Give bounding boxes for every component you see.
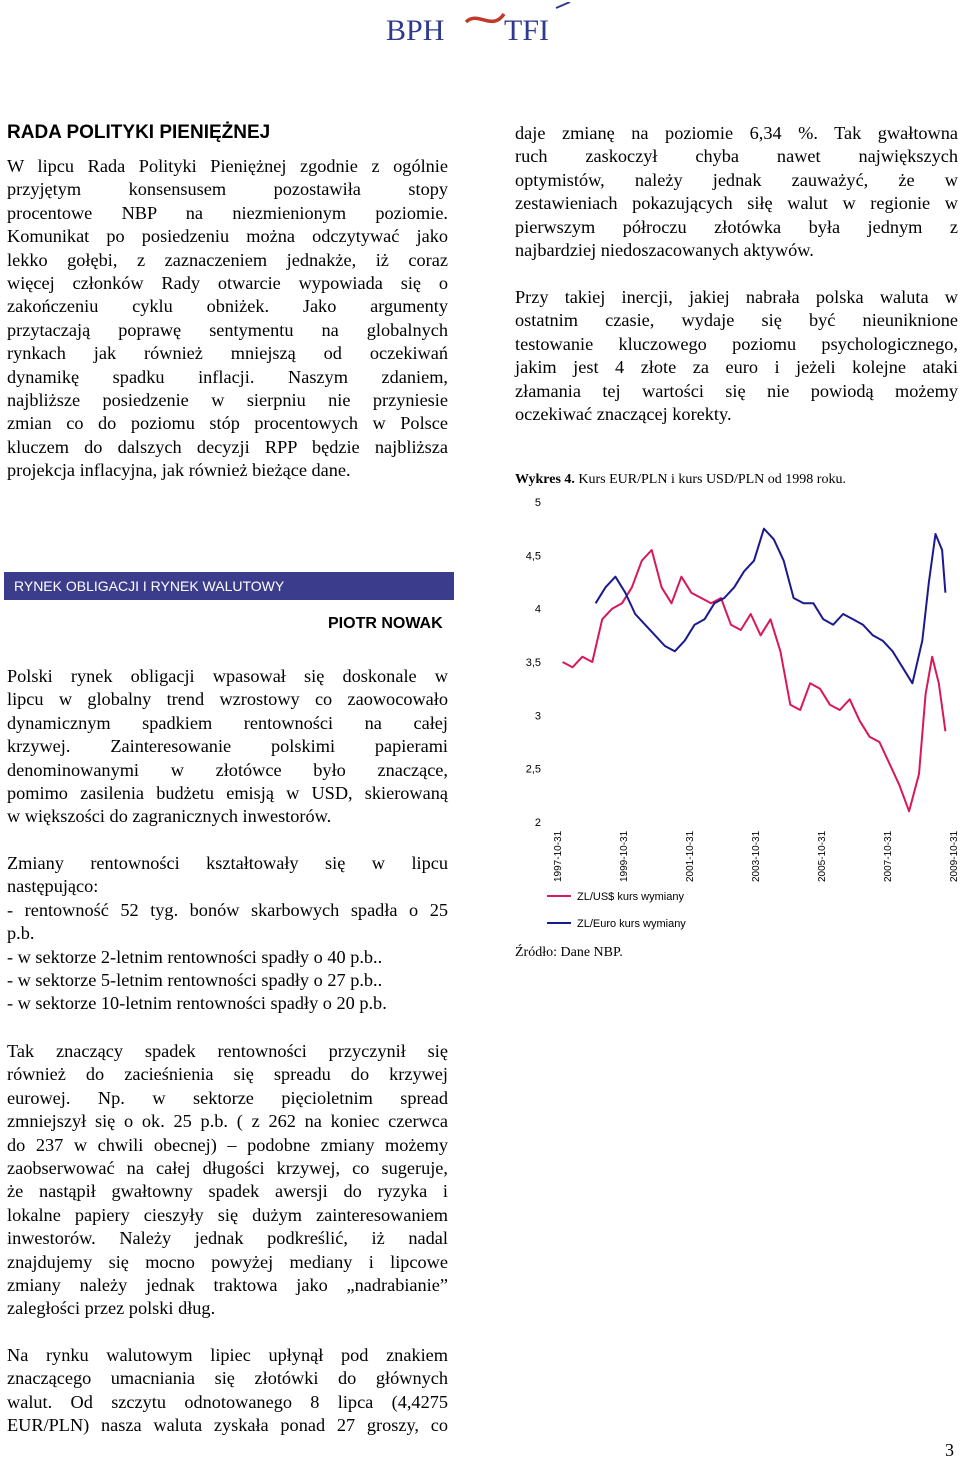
text-line: Przy takiej inercji, jakiej nabrała polska waluta w (515, 287, 958, 307)
x-tick-label: 2001-10-31 (685, 830, 697, 882)
y-tick-label: 2,5 (525, 763, 541, 776)
text-line: - rentowność 52 tyg. bonów skarbowych spadła o 25 (7, 899, 448, 920)
text-line: optymistów, należy jednak zauważyć, że w (515, 169, 958, 190)
text-line: do 237 w chwili obecnej) – podobne zmiany możemy (7, 1134, 448, 1155)
section1-paragraph (7, 155, 448, 482)
section-heading-rpp: RADA POLITYKI PIENIĘŻNEJ (7, 122, 271, 143)
text-line: dynamikę spadku inflacji. Naszym zdaniem, (7, 366, 448, 387)
series-line-usd (563, 550, 946, 811)
text-line: najbardziej niedoszacowanych aktywów. (515, 239, 814, 260)
text-line: W lipcu Rada Polityki Pieniężnej zgodnie z ogólnie (7, 156, 448, 176)
y-tick-label: 2 (534, 817, 541, 829)
text-line: projekcja inflacyjna, jak również bieżące dane. (7, 460, 351, 481)
legend-label: ZL/US$ kurs wymiany (577, 891, 684, 903)
text-line: pierwszym półroczu złotówka była jednym z (515, 216, 958, 237)
y-tick-label: 5 (534, 497, 541, 509)
text-line: - w sektorze 10-letnim rentowności spadły o 20 p.b. (7, 993, 387, 1014)
text-line: testowanie kluczowego poziomu psychologicznego, (515, 333, 958, 354)
logo-swoosh (466, 14, 504, 22)
logo-right-text: TFI (504, 14, 549, 46)
y-tick-label: 4 (534, 603, 541, 616)
text-line: Polski rynek obligacji wpasował się doskonale w (7, 666, 448, 686)
text-line: zaobserwować na całej długości krzywej, co sugeruje, (7, 1157, 448, 1178)
y-tick-label: 4,5 (525, 550, 541, 563)
text-line: - w sektorze 5-letnim rentowności spadły o 27 p.b.. (7, 969, 383, 990)
bph-tfi-logo (382, 2, 582, 46)
text-line: denominowanymi w złotówce było znaczące, (7, 759, 448, 780)
author-name: PIOTR NOWAK (328, 615, 443, 632)
text-line: Tak znaczący spadek rentowności przyczynił się (7, 1041, 448, 1061)
section2-paragraph-1 (7, 665, 448, 829)
text-line: lipcu w globalny trend wzrostowy co zaowocowało (7, 689, 448, 710)
logo (382, 2, 582, 46)
text-line: znaczącego umacniania się złotówki do głównych (7, 1368, 448, 1389)
text-line: znajdujemy się mocno powyżej mediany i lipcowe (7, 1251, 448, 1272)
logo-left-text: BPH (386, 14, 445, 46)
text-line: jakim jest 4 złote za euro i jeżeli kolejne ataki (515, 357, 958, 378)
fx-line-chart (505, 490, 960, 945)
text-line: p.b. (7, 923, 35, 944)
text-line: zestawieniach pokazujących siłę walut w regionie w (515, 193, 958, 214)
text-line: rynkach jak również mniejszą od oczekiwań (7, 343, 448, 364)
legend-label: ZL/Euro kurs wymiany (577, 918, 686, 930)
y-tick-label: 3,5 (525, 657, 541, 669)
text-line: ruch zaskoczył chyba nawet największych (515, 146, 958, 167)
section-bar-bonds-fx: RYNEK OBLIGACJI I RYNEK WALUTOWY (4, 572, 454, 600)
source-note: Źródło: Dane NBP. (515, 945, 623, 960)
y-tick-label: 3 (534, 710, 541, 723)
text-line: przytaczają poprawę sentymentu na globalnych (7, 319, 448, 340)
text-line: EUR/PLN) nasza waluta zyskała ponad 27 groszy, co (7, 1415, 448, 1436)
text-line: Na rynku walutowym lipiec upłynął pod znakiem (7, 1345, 448, 1365)
x-tick-label: 2007-10-31 (883, 830, 895, 882)
text-line: daje zmianę na poziomie 6,34 %. Tak gwałtowna (515, 123, 958, 143)
page-number: 3 (945, 1440, 954, 1460)
right-paragraph-2 (515, 286, 958, 426)
text-line: - w sektorze 2-letnim rentowności spadły o 40 p.b.. (7, 946, 383, 967)
text-line: ostatnim czasie, wydaje się być nieuniknione (515, 310, 958, 331)
text-line: przyjętym konsensusem pozostawiła stopy (7, 179, 448, 200)
text-line: złamania tej wartości się nie powiodą możemy (515, 380, 958, 401)
x-tick-label: 1999-10-31 (619, 830, 631, 882)
text-line: również do zacieśnienia się spreadu do krzywej (7, 1064, 448, 1085)
section2-paragraph-3 (7, 1040, 448, 1321)
text-line: w większości do zagranicznych inwestorów. (7, 806, 332, 827)
text-line: pomimo zasilenia budżetu emisją w USD, skierowaną (7, 782, 448, 803)
text-line: zmniejszył się o ok. 25 p.b. ( z 262 na koniec czerwca (7, 1111, 448, 1132)
text-line: inwestorów. Należy jednak podkreślić, iż nadal (7, 1228, 448, 1249)
text-line: Komunikat po posiedzeniu można odczytywać jako (7, 226, 448, 247)
text-line: procentowe NBP na niezmienionym poziomie. (7, 202, 448, 223)
text-line: lokalne papiery cieszyły się dużym zainteresowaniem (7, 1204, 448, 1225)
section2-paragraph-2 (7, 852, 448, 1016)
text-line: eurowej. Np. w sektorze pięcioletnim spread (7, 1087, 448, 1108)
section2-paragraph-4 (7, 1344, 448, 1438)
text-line: najbliższe posiedzenie w sierpniu nie przyniesie (7, 389, 448, 410)
chart-caption-text: Kurs EUR/PLN i kurs USD/PLN od 1998 roku. (574, 472, 846, 487)
x-tick-label: 2003-10-31 (751, 830, 763, 882)
right-paragraph-1 (515, 122, 958, 262)
text-line: walut. Od szczytu odnotowanego 8 lipca (4,4275 (7, 1391, 448, 1412)
text-line: kluczem do dalszych decyzji RPP będzie najbliższa (7, 436, 448, 457)
text-line: Zmiany rentowności kształtowały się w lipcu (7, 853, 448, 873)
text-line: dynamicznym spadkiem rentowności na całej (7, 712, 448, 733)
chart-caption (515, 472, 846, 488)
x-tick-label: 1997-10-31 (553, 830, 565, 882)
text-line: więcej członków Rady otwarcie wypowiada się o (7, 272, 448, 293)
x-tick-label: 2005-10-31 (817, 830, 829, 882)
text-line: krzywej. Zainteresowanie polskimi papierami (7, 736, 448, 757)
text-line: oczekiwać znaczącej korekty. (515, 403, 732, 424)
text-line: następująco: (7, 876, 99, 897)
x-tick-label: 2009-10-31 (949, 830, 960, 882)
text-line: że nastąpił gwałtowny spadek awersji do ryzyka i (7, 1181, 448, 1202)
text-line: zaległości przez polski dług. (7, 1298, 216, 1319)
chart-caption-label: Wykres 4. (515, 472, 575, 487)
text-line: zakończeniu cyklu obniżek. Jako argumenty (7, 296, 448, 317)
text-line: zmian co do poziomu stóp procentowych w Polsce (7, 413, 448, 434)
series-line-eur (596, 529, 946, 684)
text-line: zmiany należy jednak traktowa jako „nadrabianie” (7, 1274, 448, 1295)
text-line: lekko gołębi, z zaznaczeniem jednakże, iż coraz (7, 249, 448, 270)
